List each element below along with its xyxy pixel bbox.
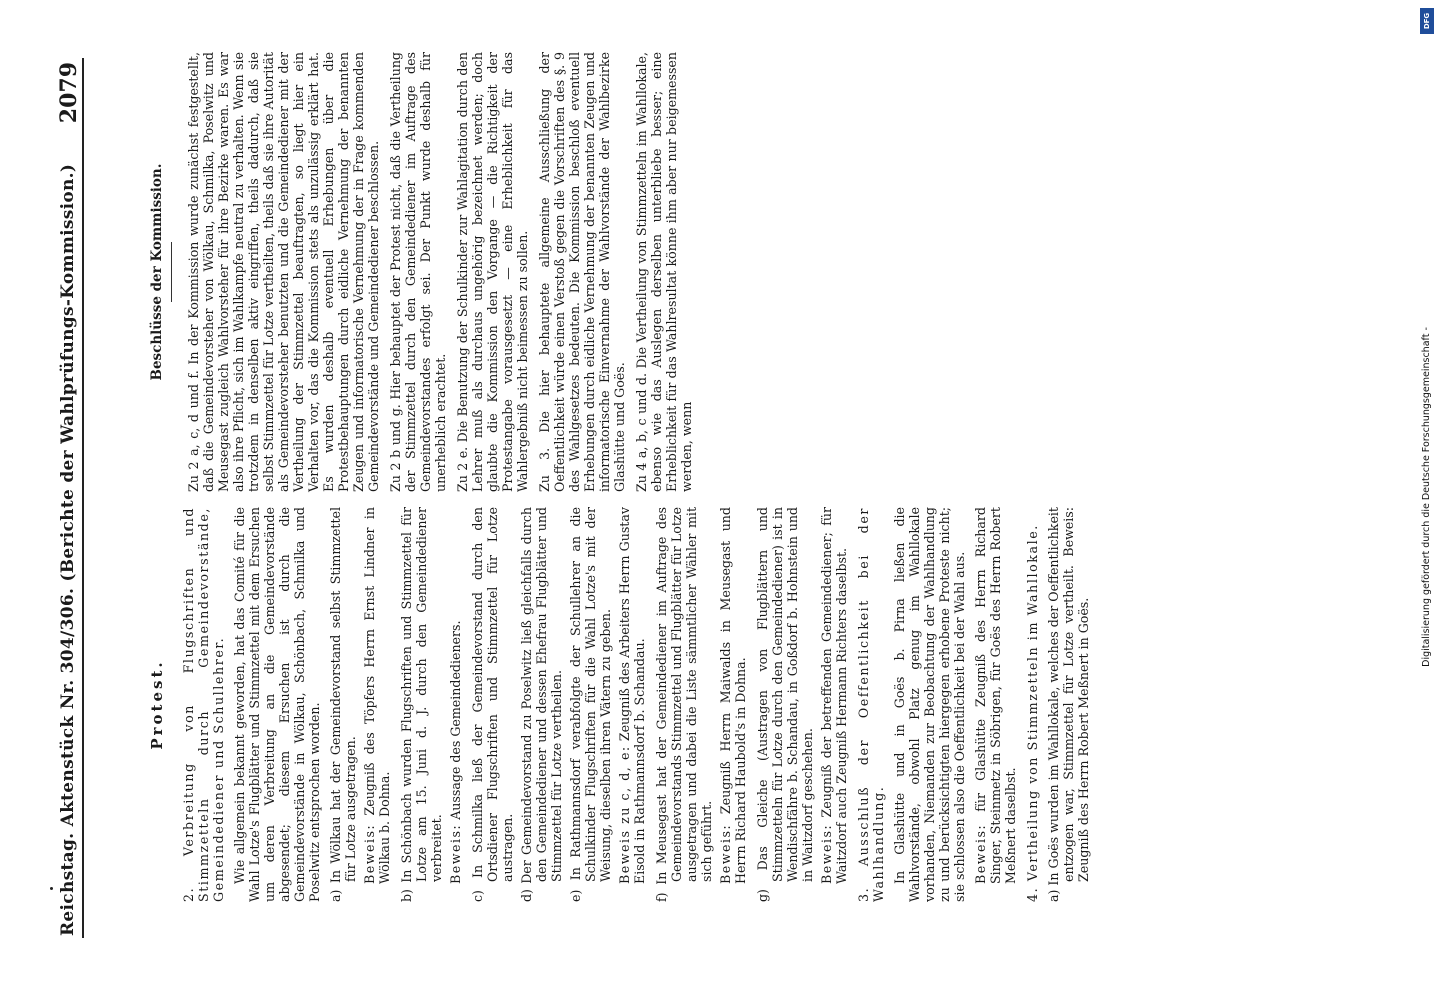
item-label: e) (568, 889, 583, 902)
beweis-label: Beweis: (448, 823, 463, 884)
zu-label: Zu 2 b und g. (388, 404, 403, 492)
beweis-text: Aussage des Gemeindedieners. (448, 620, 463, 820)
item-text: In Schmilka ließ der Gemeindevorstand durch den Ortsdiener Flugschriften und Stimmzettel für Lotze austragen. (470, 507, 515, 882)
left-column (150, 507, 1095, 902)
zu-text: Die Benutzung der Schulkinder zur Wahlagitation durch den Lehrer muß als durchaus ungehörig bezeichnet werden; doch glaubte die Kommission den Vorgange — die Richtigkeit der Protestangabe vorausgesetzt — eine Erheblichkeit für das Wahlergebniß nicht beimessen zu sollen. (455, 52, 530, 492)
dfg-logo (1420, 8, 1434, 34)
zu-label: Zu 2 a, c, d und f. (186, 370, 201, 492)
digitization-note (1418, 10, 1434, 990)
beweis-label: Beweis: (362, 823, 377, 884)
beweis-label: Beweis: (973, 823, 988, 884)
zu-label: Zu 4 a, b, c und d. (634, 373, 649, 492)
section-4-title: 4. Vertheilung von Stimmzetteln im Wahllokale. (1025, 524, 1040, 902)
section-3-title: 3. Ausschluß der Oeffentlichkeit bei der Wahlhandlung. (856, 507, 886, 902)
zu-label: Zu 3. (537, 447, 552, 492)
zu-block (388, 52, 448, 492)
list-item (568, 507, 613, 902)
beweis-text: Zeugniß des Töpfers Herrn Ernst Lindner in Wölkau b. Dohna. (362, 507, 392, 884)
item-text: Der Gemeindevorstand zu Poselwitz ließ gleichfalls durch den Gemeindediener und dessen Ehefrau Flugblätter und Stimmzettel für Lotze vertheilen. (519, 507, 564, 884)
item-label: a) (1046, 889, 1061, 902)
zu-text: Die Vertheilung von Stimmzetteln im Wahllokale, ebenso wie das Auslegen derselben unterbliebe besser; eine Erheblichkeit für das Wahlresultat könne ihm aber nur beigemessen werden, wenn (634, 52, 694, 492)
beweis (617, 507, 647, 884)
zu-block (455, 52, 530, 492)
list-item (328, 507, 358, 902)
header-rule (82, 58, 84, 938)
item-text: In Schönbach wurden Flugschriften und Stimmzettel für Lotze am 15. Juni d. J. durch den Gemeindediener verbreitet. (399, 507, 444, 883)
section-2-title: 2. Verbreitung von Flugschriften und Stimmzetteln durch Gemeindevorstände, Gemeindediener und Schullehrer. (181, 507, 226, 902)
item-label: b) (399, 889, 414, 902)
beweis (362, 507, 392, 884)
list-item (755, 507, 815, 902)
list-item (519, 507, 564, 902)
beweis-label: Beweis: (819, 823, 834, 884)
item-text: In Rathmannsdorf verabfolgte der Schullehrer an die Schulkinder Flugschriften für die Wahl Lotze's mit der Weisung, dieselben ihren Vätern zu geben. (568, 507, 613, 882)
right-column (150, 52, 701, 492)
beweis-label: Beweis: (1061, 507, 1076, 557)
section-2-intro: Wie allgemein bekannt geworden, hat das Comité für die Wahl Lotze's Flugblätter und Stimmzettel mit dem Ersuchen um deren Verbreitung an die Gemeindevorstände abgesendet; diesem Ersuchen ist durch die Gemeindevorstände in Wölkau, Schönbach, Schmilka und Poselwitz entsprochen worden. (232, 507, 322, 902)
item-text: In Goës wurden im Wahllokale, welches der Oeffentlichkeit entzogen war, Stimmzettel für Lotze vertheilt. (1046, 507, 1076, 886)
beschluesse-heading: Beschlüsse der Kommission. (149, 163, 165, 381)
beweis-text: Zeugniß des Herrn Robert Meßnert in Goës. (1076, 597, 1091, 882)
print-dot (50, 887, 53, 890)
zu-text: In der Kommission wurde zunächst festgestellt, daß die Gemeindevorsteher von Wölkau, Schmilka, Poselwitz und Meusegast zugleich Wahlvorsteher für ihre Bezirke waren. Es war also ihre Pflicht, sich im Wahlkampfe neutral zu verhalten. Wenn sie trotzdem in denselben aktiv eingriffen, theils dadurch, daß sie selbst Stimmzettel für Lotze vertheilten, theils daß sie ihre Autorität als Gemeindevorsteher benutzten und die Gemeindediener mit der Vertheilung der Stimmzettel beauftragten, so liegt hier ein Verhalten vor, das die Kommission stets als unzulässig erklärt hat. Es wurden deshalb eventuell Erhebungen über die Protestbehauptungen durch eidliche Vernehmung der benannten Zeugen und informatorische Vernehmung der in Frage kommenden Gemeindevorstände und Gemeindediener beschlossen. (186, 52, 381, 492)
beweis-text: für Glashütte Zeugniß des Herrn Richard Singer, Steinmetz in Söbrigen, für Goës des Herrn Robert Meßnert daselbst. (973, 507, 1018, 884)
item-label: f) (654, 892, 669, 902)
beweis (973, 507, 1018, 884)
beweis-text: Zeugniß Herrn Maiwalds in Meusegast und Herrn Richard Haubold's in Dohna. (718, 507, 748, 884)
zu-label: Zu 2 e. (455, 446, 470, 492)
list-item (399, 507, 444, 902)
beweis-text: Zeugniß des Arbeiters Herrn Gustav Eisold in Rathmannsdorf b. Schandau. (617, 507, 647, 884)
item-label: c) (470, 890, 485, 902)
list-item (1046, 507, 1091, 902)
section-3-text: In Glashütte und in Goës b. Pirna ließen die Wahlvorstände, obwohl Platz genug im Wahllokale vorhanden, Niemanden zur Beobachtung der Wahlhandlung zu und berücksichtigten hiergegen erhobene Proteste nicht; sie schlossen also die Oeffentlichkeit bei der Wahl aus. (892, 507, 967, 902)
beweis-label: Beweis: (718, 823, 733, 884)
beweis (448, 507, 463, 884)
page-header-title: Reichstag. Aktenstück Nr. 304/306. (Berichte der Wahlprüfungs-Kommission.) (58, 163, 78, 936)
dfg-logo-text: DFG (1423, 12, 1431, 30)
list-item (654, 507, 714, 902)
item-text: Das Gleiche (Austragen von Flugblättern und Stimmzetteln für Lotze durch den Gemeindediener) ist in Wendischfähre b. Schandau, in Goßdorf b. Hohnstein und in Waitzdorf geschehen. (755, 507, 815, 882)
zu-text: Hier behauptet der Protest nicht, daß die Vertheilung der Stimmzettel durch den Gemeindediener im Auftrage des Gemeindevorstandes erfolgt sei. Der Punkt wurde deshalb für unerheblich erachtet. (388, 52, 448, 492)
item-text: In Wölkau hat der Gemeindevorstand selbst Stimmzettel für Lotze ausgetragen. (328, 507, 358, 884)
item-label: g) (755, 889, 770, 902)
zu-block (634, 52, 694, 492)
heading-rule (171, 242, 172, 302)
list-item (470, 507, 515, 902)
beweis-text: Zeugniß der betreffenden Gemeindediener; für Waitzdorf auch Zeugniß Hermann Richters daselbst. (819, 507, 849, 884)
beweis (819, 507, 849, 884)
zu-text: Die hier behauptete allgemeine Ausschließung der Oeffentlichkeit würde einen Verstoß gegen die Vorschriften des §. 9 des Wahlgesetzes bedeuten. Die Kommission beschloß eventuell Erhebungen durch eidliche Vernehmung der benannten Zeugen und informatorische Einvernahme der Wahlvorstände der Wahlbezirke Glashütte und Goës. (537, 52, 627, 492)
item-text: In Meusegast hat der Gemeindediener im Auftrage des Gemeindevorstands Stimmzettel und Flugblätter für Lotze ausgetragen und dabei die Liste sämmtlicher Wähler mit sich geführt. (654, 507, 714, 885)
beweis-label: Beweis zu c, d, e: (617, 745, 632, 884)
zu-block (537, 52, 627, 492)
item-label: a) (328, 889, 343, 902)
digitization-note-text: Digitalisierung gefördert durch die Deutsche Forschungsgemeinschaft - (1421, 327, 1432, 667)
zu-block (186, 52, 381, 492)
item-label: d) (519, 889, 534, 902)
protest-heading: Protest. (148, 659, 166, 750)
beweis (718, 507, 748, 884)
page-number: 2079 (56, 62, 82, 124)
